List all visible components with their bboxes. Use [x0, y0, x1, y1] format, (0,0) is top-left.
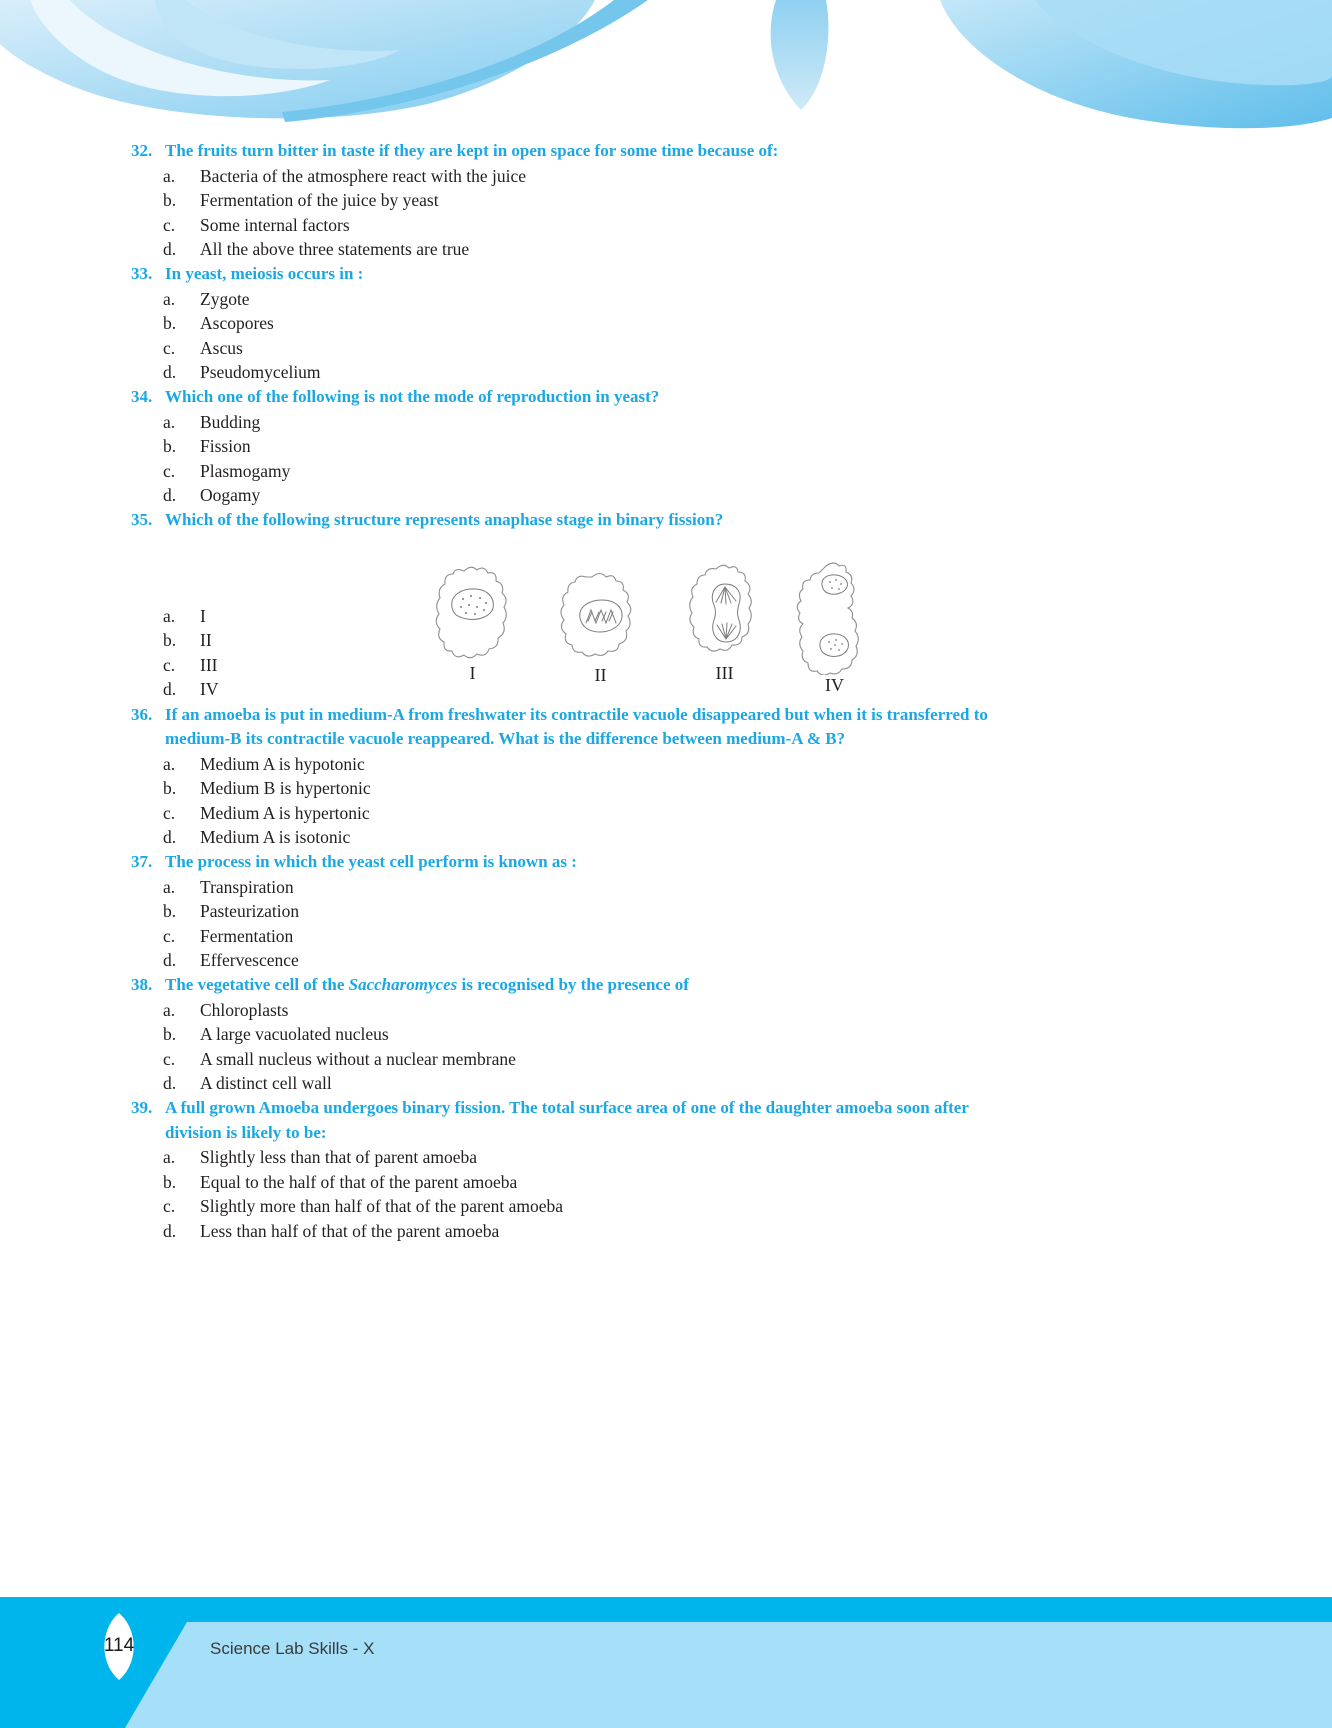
option-letter: c. — [163, 1048, 176, 1069]
option-text: Less than half of that of the parent amoeba — [200, 1220, 500, 1241]
option-letter: d. — [163, 1073, 177, 1094]
option-text: Medium A is hypertonic — [200, 802, 370, 823]
option-text: Medium B is hypertonic — [200, 778, 371, 799]
option-letter: b. — [163, 190, 177, 211]
option-letter: c. — [163, 214, 176, 235]
question-text: In yeast, meiosis occurs in : — [165, 263, 364, 283]
option-32-b — [0, 188, 1332, 213]
option-letter: b. — [163, 436, 177, 457]
option-text: Medium A is isotonic — [200, 827, 351, 848]
page-number: 114 — [103, 1635, 135, 1656]
option-text: A distinct cell wall — [200, 1073, 332, 1094]
option-text: III — [200, 654, 218, 675]
option-letter: b. — [163, 313, 177, 334]
figure-label-3: III — [715, 662, 734, 683]
option-32-a — [0, 164, 1332, 189]
option-letter: c. — [163, 1196, 176, 1217]
option-text: A small nucleus without a nuclear membrane — [200, 1048, 516, 1069]
option-34-c — [0, 459, 1332, 484]
option-33-d — [0, 360, 1332, 385]
option-text: A large vacuolated nucleus — [200, 1024, 389, 1045]
option-38-d — [0, 1071, 1332, 1096]
option-text: Budding — [200, 411, 261, 432]
option-text: Ascopores — [200, 313, 274, 334]
option-letter: b. — [163, 1171, 177, 1192]
option-33-c — [0, 336, 1332, 361]
footer-light-panel — [0, 1597, 1332, 1728]
question-number: 32. — [131, 141, 153, 160]
option-text: Pseudomycelium — [200, 362, 321, 383]
option-letter: b. — [163, 778, 177, 799]
question-39 — [0, 1096, 1332, 1244]
question-number: 37. — [131, 852, 153, 872]
option-text: Effervescence — [200, 950, 299, 971]
option-text: Slightly less than that of parent amoeba — [200, 1147, 478, 1168]
question-text: The fruits turn bitter in taste if they are kept in open space for some time because of: — [165, 141, 779, 160]
option-34-a — [0, 410, 1332, 435]
option-letter: d. — [163, 679, 177, 700]
option-36-b — [0, 776, 1332, 801]
question-text-part: is recognised by the presence of — [457, 975, 689, 995]
question-text: Which of the following structure represents anaphase stage in binary fission? — [165, 509, 724, 529]
option-36-a — [0, 752, 1332, 777]
option-letter: d. — [163, 827, 177, 848]
question-number: 34. — [131, 386, 153, 406]
question-35 — [0, 508, 1332, 703]
option-text: All the above three statements are true — [200, 239, 470, 260]
option-text: Chloroplasts — [200, 999, 289, 1020]
page-footer — [0, 1597, 1332, 1728]
option-text: Bacteria of the atmosphere react with the juice — [200, 165, 527, 186]
option-letter: b. — [163, 901, 177, 922]
book-title: Science Lab Skills - X — [210, 1639, 375, 1658]
option-37-a — [0, 875, 1332, 900]
question-text: The process in which the yeast cell perform is known as : — [165, 852, 577, 872]
option-letter: d. — [163, 239, 177, 260]
option-38-a — [0, 998, 1332, 1023]
option-letter: c. — [163, 460, 176, 481]
option-38-c — [0, 1047, 1332, 1072]
option-text: Slightly more than half of that of the parent amoeba — [200, 1196, 564, 1217]
option-text: Fission — [200, 436, 251, 457]
amoeba-figure-4 — [787, 561, 882, 695]
question-number: 35. — [131, 509, 153, 529]
question-number: 33. — [131, 263, 153, 283]
amoeba-figure-3 — [677, 563, 772, 683]
option-text: II — [200, 630, 212, 651]
option-34-b — [0, 434, 1332, 459]
option-letter: d. — [163, 1220, 177, 1241]
option-letter: c. — [163, 802, 176, 823]
option-letter: c. — [163, 654, 176, 675]
amoeba-figure-1 — [425, 565, 520, 683]
option-39-a — [0, 1145, 1332, 1170]
question-text-line2: division is likely to be: — [165, 1122, 327, 1142]
option-text: I — [200, 605, 206, 626]
option-text: Pasteurization — [200, 901, 300, 922]
question-38 — [0, 973, 1332, 1096]
option-text: Fermentation — [200, 925, 294, 946]
option-37-d — [0, 948, 1332, 973]
option-text: Equal to the half of that of the parent amoeba — [200, 1171, 518, 1192]
question-33 — [0, 262, 1332, 385]
option-text: Ascus — [200, 337, 243, 358]
option-letter: d. — [163, 950, 177, 971]
option-letter: c. — [163, 337, 176, 358]
option-38-b — [0, 1022, 1332, 1047]
question-text: A full grown Amoeba undergoes binary fission. The total surface area of one of the daughter amoeba soon after — [165, 1098, 969, 1117]
option-text: Transpiration — [200, 876, 294, 897]
option-39-b — [0, 1170, 1332, 1195]
option-text: Plasmogamy — [200, 460, 291, 481]
question-text: If an amoeba is put in medium-A from freshwater its contractile vacuole disappeared but when it is transferred to — [165, 704, 988, 724]
option-text: Medium A is hypotonic — [200, 753, 365, 774]
figure-label-1: I — [469, 662, 476, 683]
option-39-d — [0, 1219, 1332, 1244]
option-letter: a. — [163, 605, 176, 626]
option-36-d — [0, 825, 1332, 850]
genus-name-italic: Saccharomyces — [348, 975, 458, 995]
option-letter: b. — [163, 630, 177, 651]
question-list — [0, 139, 1332, 1244]
option-33-b — [0, 311, 1332, 336]
option-letter: a. — [163, 876, 176, 897]
header-swoosh-decoration — [0, 0, 1332, 138]
question-number: 38. — [131, 975, 153, 995]
option-letter: a. — [163, 753, 176, 774]
question-36 — [0, 703, 1332, 851]
option-32-d — [0, 237, 1332, 262]
amoeba-figure-2 — [553, 571, 648, 685]
option-32-c — [0, 213, 1332, 238]
option-text: Fermentation of the juice by yeast — [200, 190, 439, 211]
option-letter: a. — [163, 288, 176, 309]
option-letter: d. — [163, 485, 177, 506]
option-34-d — [0, 483, 1332, 508]
question-number: 39. — [131, 1098, 153, 1117]
question-number: 36. — [131, 704, 153, 724]
amoeba-binary-fission-figure — [425, 561, 905, 703]
question-37 — [0, 850, 1332, 973]
option-39-c — [0, 1194, 1332, 1219]
option-37-c — [0, 924, 1332, 949]
option-letter: a. — [163, 999, 176, 1020]
option-letter: a. — [163, 411, 176, 432]
question-text — [165, 973, 1332, 998]
figure-label-4: IV — [825, 674, 844, 695]
option-text: Oogamy — [200, 485, 261, 506]
option-letter: c. — [163, 925, 176, 946]
question-text-part: The vegetative cell of the — [165, 975, 349, 995]
question-text-line2: medium-B its contractile vacuole reappeared. What is the difference between medium-A & B? — [165, 729, 846, 749]
option-text: IV — [200, 679, 219, 700]
option-text: Some internal factors — [200, 214, 350, 235]
question-text: Which one of the following is not the mode of reproduction in yeast? — [165, 386, 660, 406]
option-letter: a. — [163, 165, 176, 186]
figure-label-2: II — [594, 664, 607, 685]
option-37-b — [0, 899, 1332, 924]
option-letter: b. — [163, 1024, 177, 1045]
option-letter: d. — [163, 362, 177, 383]
question-34 — [0, 385, 1332, 508]
option-36-c — [0, 801, 1332, 826]
option-text: Zygote — [200, 288, 250, 309]
question-32 — [0, 139, 1332, 262]
option-33-a — [0, 287, 1332, 312]
option-letter: a. — [163, 1147, 176, 1168]
